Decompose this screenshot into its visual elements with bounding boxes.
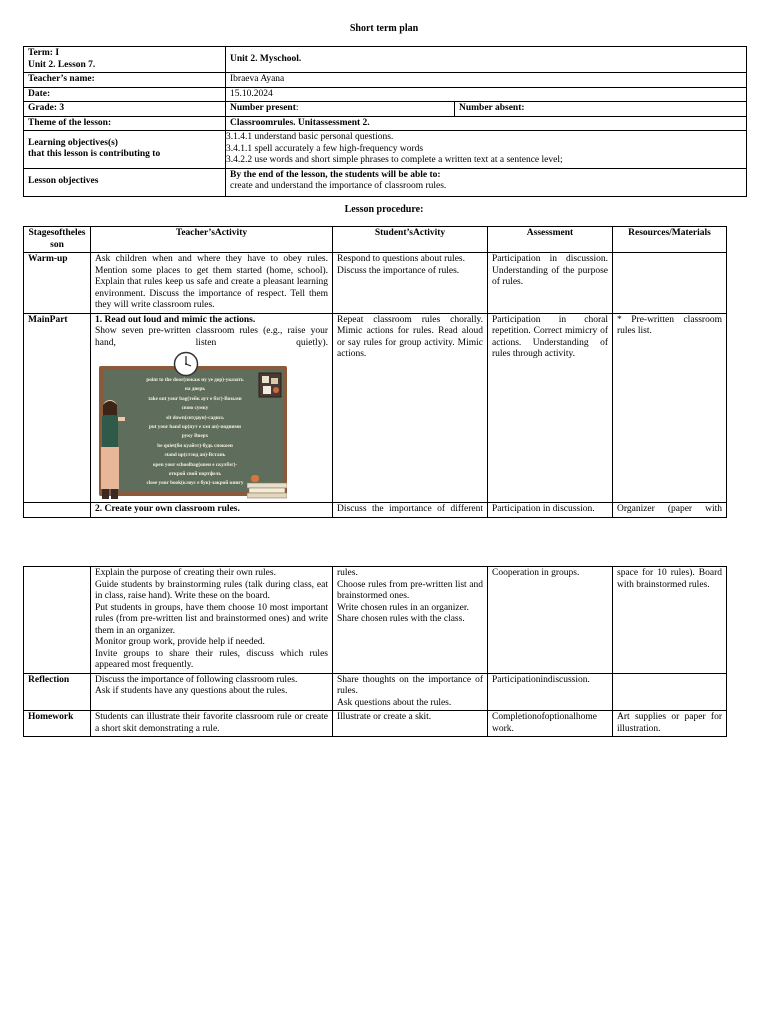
board-line: свою сумку [181,405,209,412]
objective-item: 3.4.1.1 spell accurately a few high-frequency words [226,143,424,154]
header-resources: Resources/Materials [613,227,727,253]
unit-title: Unit 2. Myschool. [226,47,747,73]
board-line: take out your bag(тейк аут е бэг)-Возьми [148,395,242,402]
teacher-value: Ibraeva Ayana [226,73,747,88]
homework-student-activity: Illustrate or create a skit. [333,711,488,737]
lesson-info-table [23,46,747,197]
homework-teacher-activity: Students can illustrate their favorite classroom rule or create a short skit demonstrating a rule. [91,711,333,737]
warmup-student-activity: Respond to questions about rules. Discuss the importance of rules. [333,253,488,314]
header-student-activity: Student’sActivity [333,227,488,253]
board-line: на дверь [184,386,206,393]
warmup-row [24,253,727,314]
task2-student-line: rules. [337,568,358,578]
date-value: 15.10.2024 [226,87,747,102]
board-line: close your book(клоус е бук)-закрой книгу [146,480,244,487]
task2-teacher-line: Put students in groups, have them choose 10 most important rules (from pre-written list and brainstormed ones) and write them in an organizer. [95,602,328,636]
unit-lesson-label: Unit 2. Lesson 7. [28,59,96,70]
reflection-assessment: Participationindiscussion. [488,673,613,711]
objective-item: 3.4.2.2 use words and short simple phrases to complete a written text at a sentence level; [226,155,563,165]
theme-value: Classroomrules. Unitassessment 2. [226,116,747,131]
stage-main-part: MainPart [24,313,91,503]
board-line: sit down(ситдаун)-садись [166,414,224,421]
learning-objectives-list [226,131,747,169]
grade-label: Grade: 3 [24,102,226,117]
board-line: put your hand up(пут е хэн ап)-подними [148,424,242,431]
task2-resources: space for 10 rules). Board with brainstormed rules. [613,567,727,674]
lesson-objectives-row [24,168,747,196]
number-present-cell [226,102,455,117]
date-row [24,87,747,102]
task2-student-line: Write chosen rules in an organizer. [337,602,469,613]
procedure-header-row [24,227,727,253]
clock-icon [173,351,199,377]
task2-teacher-line: Invite groups to share their rules, discuss which rules appeared most frequently. [95,648,328,670]
board-line: stand up(стэнд ап)-Встань [164,452,226,459]
lesson-objectives-cell [226,168,747,196]
reflection-teacher-activity [91,673,333,711]
reflection-student-line: Share thoughts on the importance of rules. [337,674,483,696]
task2-stage-empty [24,503,91,518]
books-icon [247,473,287,499]
lesson-procedure-table [23,226,727,518]
page-title: Short term plan [349,23,419,34]
board-line: be quiet(би куайэт)-будь спокоен [157,442,233,449]
task2-student-start: Discuss the importance of different [333,503,488,518]
reflection-row [24,673,727,711]
task2-title: 2. Create your own classroom rules. [91,503,333,518]
teacher-row [24,73,747,88]
reflection-teacher-line: Discuss the importance of following classroom rules. [95,674,298,685]
chalkboard-rules-list [125,376,265,489]
reflection-resources [613,673,727,711]
main-teacher-activity [91,313,333,503]
objective-item: 3.1.4.1 understand basic personal questions. [226,132,394,142]
lesson-objectives-text: create and understand the importance of classroom rules. [230,181,447,191]
task2-student-line: Choose rules from pre-written list and brainstormed ones. [337,579,483,601]
lesson-objectives-intro: By the end of the lesson, the students will be able to: [230,169,441,180]
stage-homework: Homework [24,711,91,737]
task2-row [24,503,727,518]
stage-reflection: Reflection [24,673,91,711]
task2-student-activity [333,567,488,674]
learning-objectives-label-line2: that this lesson is contributing to [28,149,161,160]
grade-row [24,102,747,117]
warmup-teacher-activity: Ask children when and where they have to obey rules. Mention some places to get them started (home, school). Explain that rules keep us safe and create a pleasant learning environment. Discuss the importance of respect. Tell them they will write classroom rules. [91,253,333,314]
number-present-colon: : [295,103,299,113]
warmup-assessment: Participation in discussion. Understanding of the purpose of rules. [488,253,613,314]
homework-resources: Art supplies or paper for illustration. [613,711,727,737]
header-teacher-activity: Teacher’sActivity [91,227,333,253]
task2-teacher-activity [91,567,333,674]
board-line: open your schoolbag(опен е скулбэг)- [152,461,238,468]
task2-assessment: Cooperation in groups. [488,567,613,674]
task2-teacher-line: Explain the purpose of creating their own rules. [95,568,276,578]
task1-text: Show seven pre-written classroom rules (e.g., raise your hand, listen quietly). [95,326,328,348]
stage-warmup: Warm-up [24,253,91,314]
teacher-label: Teacher’s name: [24,73,226,88]
lesson-objectives-label: Lesson objectives [24,168,226,196]
term-row [24,47,747,73]
teacher-figure-icon [95,397,125,501]
number-present-label: Number present [230,103,296,113]
warmup-resources [613,253,727,314]
board-line: открой свой портфель [168,471,222,478]
task2-assessment-start: Participation in discussion. [488,503,613,518]
task2-student-line: Share chosen rules with the class. [337,614,465,624]
main-resources: * Pre-written classroom rules list. [613,313,727,503]
classroom-rules-illustration [95,351,295,501]
task2-teacher-line: Guide students by brainstorming rules (talk during class, eat in class, raise hand). Write these on the board. [95,579,328,601]
theme-row [24,116,747,131]
learning-objectives-row [24,131,747,169]
header-stages: Stagesofthelesson [24,227,91,253]
task2-resources-start: Organizer (paper with [613,503,727,518]
reflection-student-activity [333,673,488,711]
main-assessment: Participation in choral repetition. Correct mimicry of actions. Understanding of rules through activity. [488,313,613,503]
number-absent-label: Number absent: [455,102,747,117]
task1-title: 1. Read out loud and mimic the actions. [95,314,256,325]
main-student-activity: Repeat classroom rules chorally. Mimic actions for rules. Read aloud or say rules for group activity. Mimic actions. [333,313,488,503]
homework-assessment: Completionofoptionalhome work. [488,711,613,737]
main-part-row [24,313,727,503]
lesson-procedure-table-continued [23,566,727,737]
theme-label: Theme of the lesson: [24,116,226,131]
term-cell [24,47,226,73]
reflection-teacher-line: Ask if students have any questions about the rules. [95,686,288,696]
learning-objectives-label-line1: Learning objectives(s) [28,137,118,148]
date-label: Date: [24,87,226,102]
board-line: руку Вверх [181,433,209,440]
learning-objectives-label [24,131,226,169]
lesson-procedure-title: Lesson procedure: [344,204,424,215]
header-assessment: Assessment [488,227,613,253]
task2-continued-row [24,567,727,674]
term-label: Term: I [28,48,60,58]
board-line: point to the door(покаж ну уе дор)-указать [146,377,244,383]
notice-board-icon [258,372,282,398]
task2-cont-stage-empty [24,567,91,674]
homework-row [24,711,727,737]
reflection-student-line: Ask questions about the rules. [337,697,452,708]
task2-teacher-line: Monitor group work, provide help if needed. [95,637,265,647]
